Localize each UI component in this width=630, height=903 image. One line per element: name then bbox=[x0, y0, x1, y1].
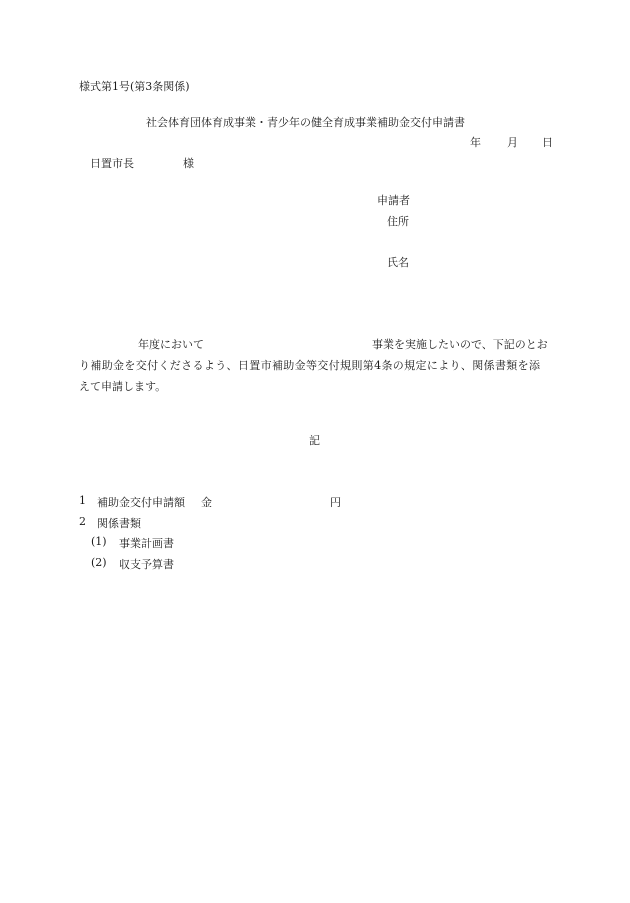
item-number: 1 bbox=[79, 494, 86, 507]
date-year-label: 年 bbox=[470, 136, 481, 149]
date-day-label: 日 bbox=[542, 136, 553, 149]
amount-suffix: 円 bbox=[330, 496, 341, 509]
address-label: 住所 bbox=[387, 215, 409, 228]
body-line-3 bbox=[79, 376, 554, 397]
ki-heading: 記 bbox=[309, 434, 320, 447]
subitem-business-plan bbox=[91, 535, 211, 549]
body-line-2 bbox=[79, 355, 554, 376]
name-label: 氏名 bbox=[387, 256, 409, 269]
subitem-label: 収支予算書 bbox=[119, 558, 174, 571]
addressee-name: 日置市長 bbox=[90, 157, 134, 170]
applicant-label: 申請者 bbox=[377, 194, 410, 207]
item-related-documents bbox=[79, 515, 199, 529]
subitem-number: (2) bbox=[91, 556, 107, 569]
date-month-label: 月 bbox=[507, 136, 518, 149]
subitem-number: (1) bbox=[91, 535, 107, 548]
body-closing-text: えて申請します。 bbox=[79, 380, 167, 393]
item-label: 関係書類 bbox=[97, 517, 141, 530]
subitem-budget bbox=[91, 556, 211, 570]
item-number: 2 bbox=[79, 515, 86, 528]
document-title: 社会体育団体育成事業・青少年の健全育成事業補助金交付申請書 bbox=[146, 116, 465, 129]
amount-prefix: 金 bbox=[201, 496, 212, 509]
body-project-text: 事業を実施したいので、下記のとお bbox=[372, 338, 548, 351]
body-line-1 bbox=[79, 334, 554, 355]
item-label: 補助金交付申請額 bbox=[97, 496, 185, 509]
date-line bbox=[470, 136, 553, 150]
body-fiscal-year-text: 年度において bbox=[138, 338, 204, 351]
form-number: 様式第1号(第3条関係) bbox=[79, 80, 190, 93]
item-subsidy-amount bbox=[79, 494, 359, 508]
body-paragraph bbox=[79, 334, 554, 397]
subitem-label: 事業計画書 bbox=[119, 537, 174, 550]
addressee-honorific: 様 bbox=[183, 157, 194, 170]
body-request-text: り補助金を交付くださるよう、日置市補助金等交付規則第4条の規定により、関係書類を添 bbox=[79, 359, 541, 372]
